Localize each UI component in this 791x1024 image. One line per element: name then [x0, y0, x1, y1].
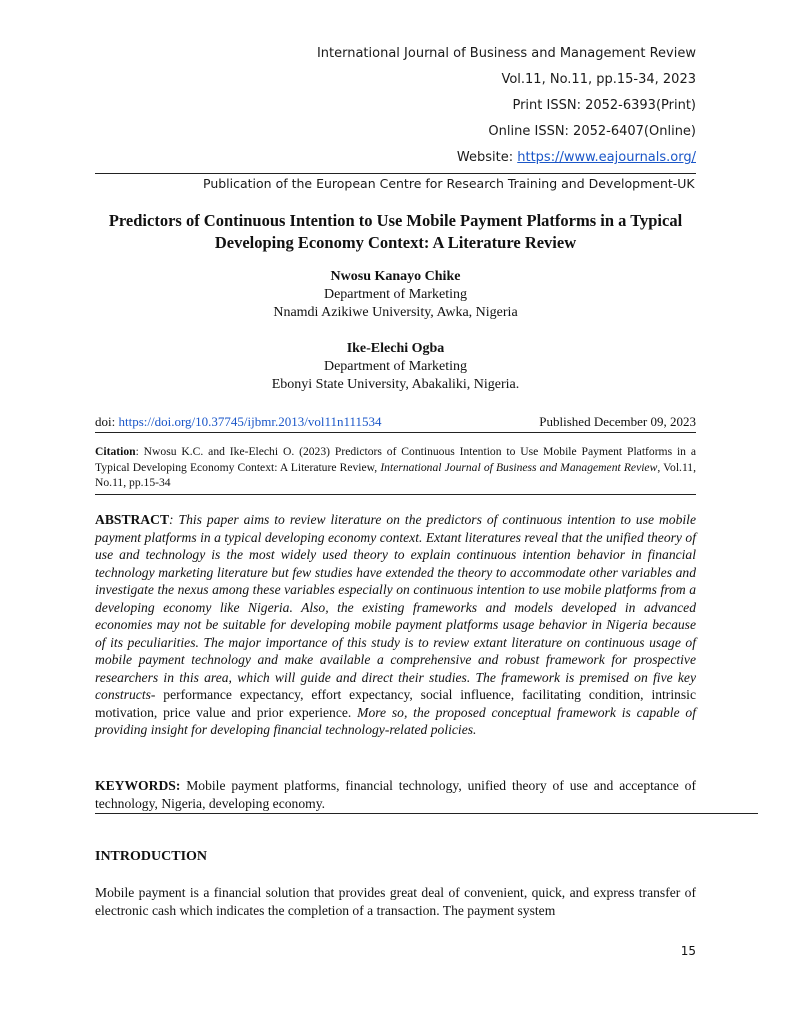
citation-text: : Nwosu K.C. and Ike-Elechi O. (2023) Predictors of Continuous Intention to Use Mobile Payment Platforms in a Typical Developing Economy Context: A Literature Review,: [95, 445, 696, 474]
keywords-rule: [95, 813, 758, 814]
website-line: [457, 150, 696, 165]
abstract-constructs: performance expectancy, effort expectancy, social influence, facilitating condition, intrinsic motivation, price value and prior experience.: [95, 687, 696, 720]
author-department: Department of Marketing: [323, 359, 468, 374]
published-date: Published December 09, 2023: [539, 414, 696, 429]
abstract-text: : This paper aims to review literature on the predictors of continuous intention to use mobile payment platforms in a typical developing economy context. Extant literatures reveal that the unified theory of use and technology is the most widely used theory to explain continuous intention behavior in financial technology marketing literature but few studies have extended the theory to accommodate other variables and investigate the nexus among these variables especially on continuous intention to use mobile platforms from a developing economy like Nigeria. Also, the existing frameworks and models developed in advanced economies may not be suitable for developing mobile payment platforms usage behavior in Nigeria because of its peculiarities. The major importance of this study is to review extant literature on continuous usage of mobile payment technology and make available a comprehensive and robust framework for prospective researchers in this area, which will guide and direct their studies. The framework is premised on five key constructs-: [95, 512, 696, 702]
author-institution: Ebonyi State University, Abakaliki, Nigeria.: [271, 377, 520, 392]
doi-line: [95, 414, 382, 430]
introduction-heading: INTRODUCTION: [95, 849, 208, 864]
doi-link[interactable]: https://doi.org/10.37745/ijbmr.2013/vol11n111534: [118, 414, 382, 429]
keywords-label: KEYWORDS:: [95, 778, 181, 793]
introduction-text: Mobile payment is a financial solution that provides great deal of convenient, quick, and express transfer of electronic cash which indicates the completion of a transaction. The payment system: [95, 885, 696, 918]
doi-rule: [95, 432, 696, 433]
print-issn: Print ISSN: 2052-6393(Print): [512, 98, 696, 113]
keywords-text: Mobile payment platforms, financial technology, unified theory of use and acceptance of technology, Nigeria, developing economy.: [95, 778, 696, 811]
keywords: [95, 777, 696, 813]
online-issn: Online ISSN: 2052-6407(Online): [488, 124, 696, 139]
publisher-line: Publication of the European Centre for Research Training and Development-UK: [203, 176, 695, 191]
website-label: Website:: [456, 150, 518, 165]
page-number: 15: [680, 944, 696, 958]
abstract: [95, 511, 696, 739]
abstract-label: ABSTRACT: [95, 512, 170, 527]
author-name: Ike-Elechi Ogba: [346, 341, 445, 356]
author-department: Department of Marketing: [323, 287, 468, 302]
citation: [95, 444, 696, 491]
journal-name: International Journal of Business and Management Review: [316, 46, 696, 61]
website-link[interactable]: https://www.eajournals.org/: [517, 150, 696, 165]
citation-rule: [95, 494, 696, 495]
author-block-2: [95, 340, 696, 394]
paper-title: Predictors of Continuous Intention to Use Mobile Payment Platforms in a Typical Developing Economy Context: A Literature Review: [108, 211, 683, 252]
header-rule: [95, 173, 696, 174]
author-block-1: [95, 268, 696, 322]
volume-info: Vol.11, No.11, pp.15-34, 2023: [501, 72, 696, 87]
citation-journal: International Journal of Business and Management Review: [380, 460, 658, 474]
citation-label: Citation: [95, 445, 136, 458]
citation-text-end: , Vol.11, No.11, pp.15-34: [95, 460, 696, 489]
author-institution: Nnamdi Azikiwe University, Awka, Nigeria: [273, 305, 518, 320]
abstract-conclusion: More so, the proposed conceptual framework is capable of providing insight for developing financial technology-related policies.: [95, 704, 696, 737]
doi-label: doi:: [95, 414, 119, 429]
author-name: Nwosu Kanayo Chike: [330, 269, 461, 284]
